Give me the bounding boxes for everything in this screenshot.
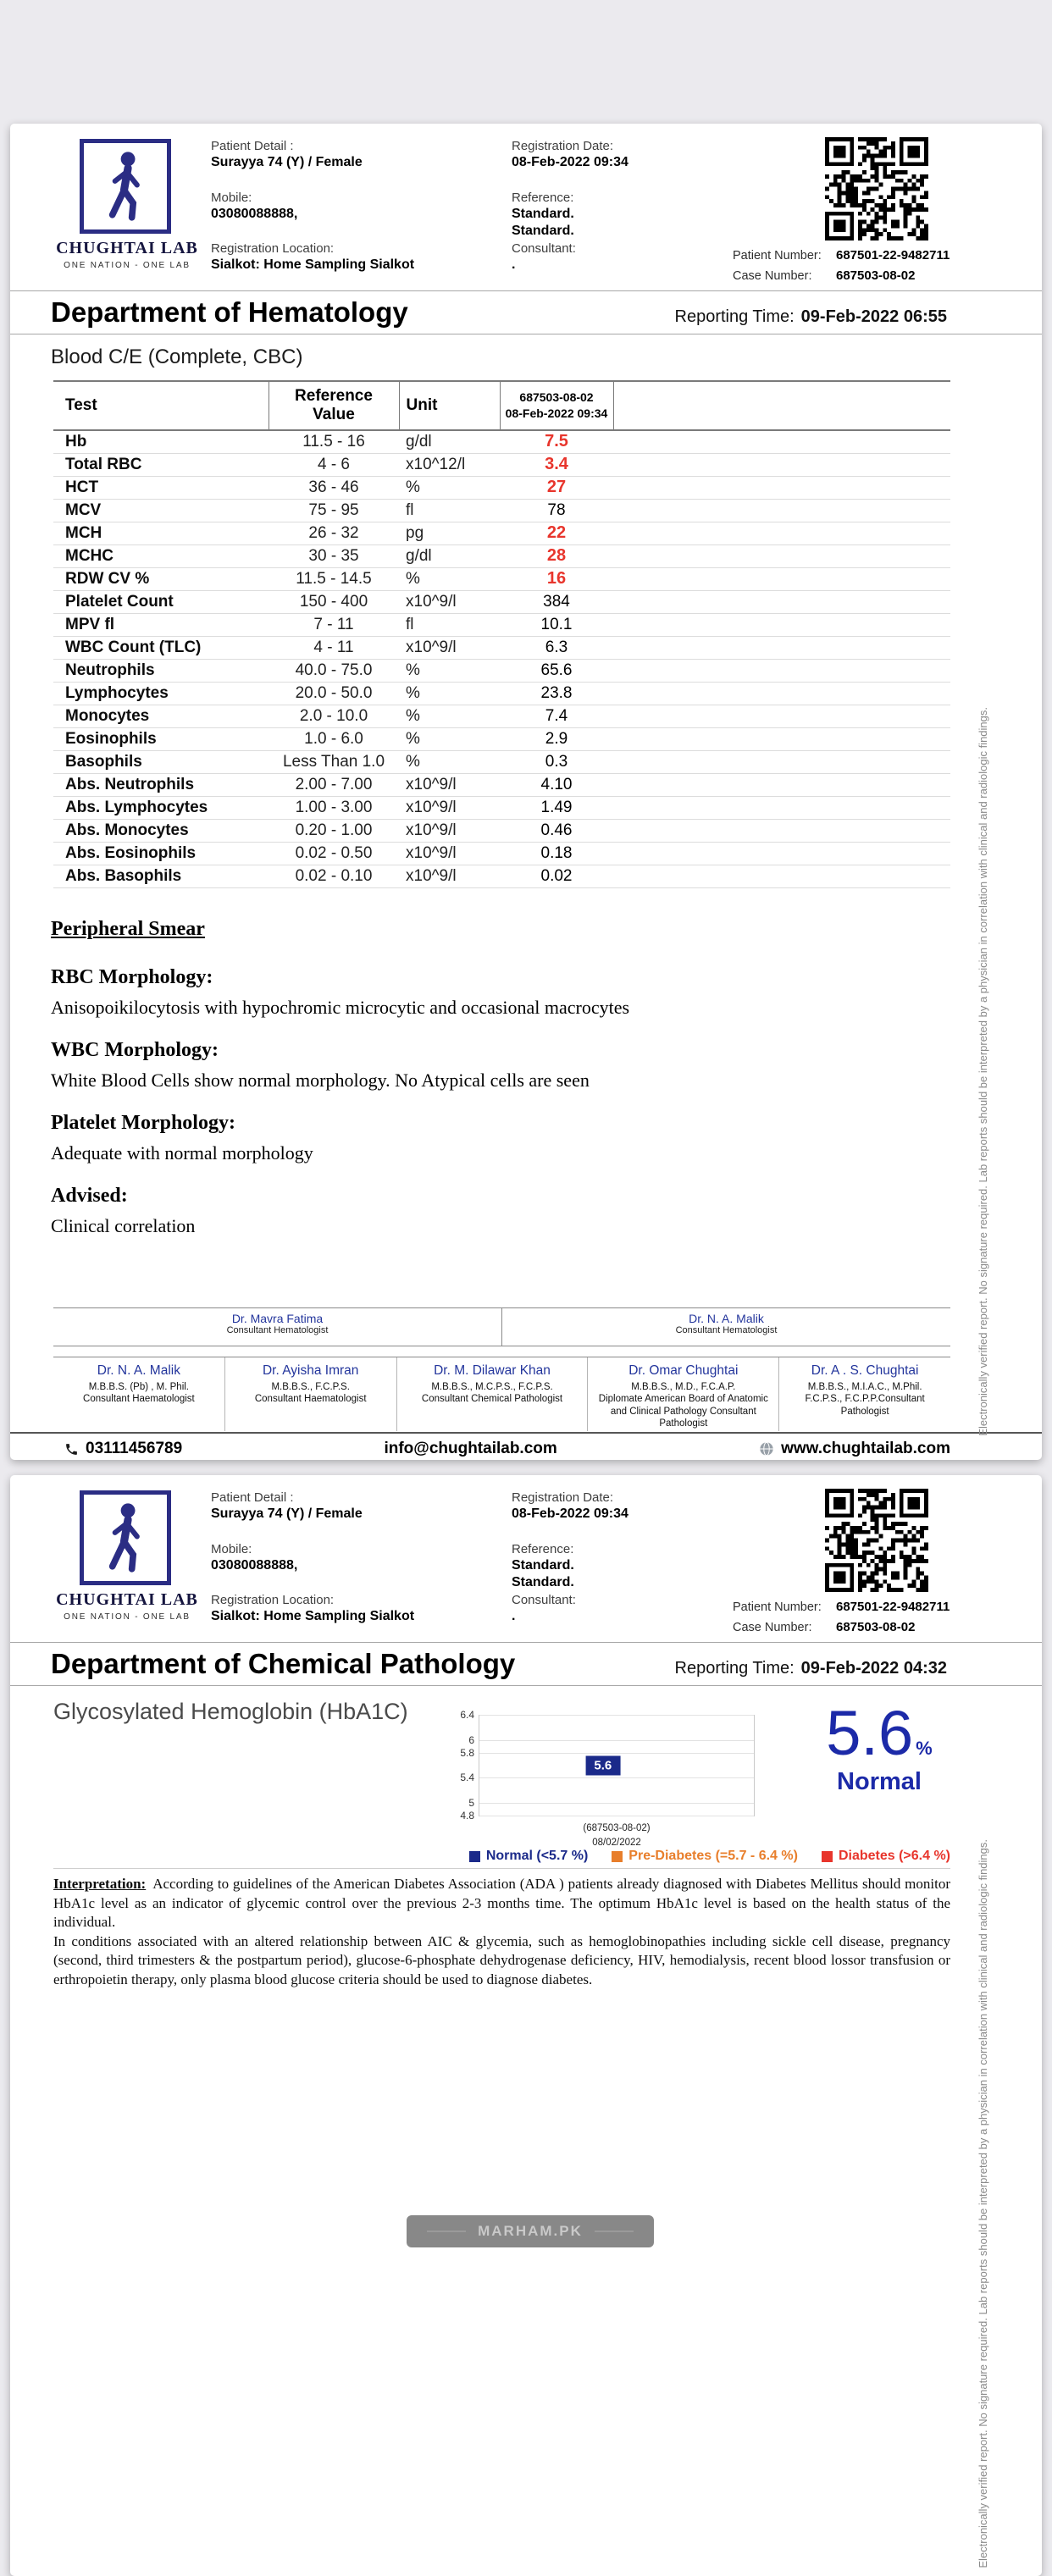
case-number: 687503-08-02 [836,1620,916,1634]
test-name: MCHC [53,544,269,567]
marham-watermark [407,2215,654,2247]
footer-email: info@chughtailab.com [384,1440,557,1457]
chemical-pathology-report-page [10,1475,1042,2576]
result-status: Normal [837,1768,922,1795]
test-name: Total RBC [53,453,269,476]
result-value: 2.9 [500,727,613,750]
page-footer [10,1432,1042,1458]
divider [10,1642,1042,1643]
empty-cell [613,453,950,476]
signatory-title: Consultant Hematologist [226,1325,329,1335]
cbc-table-row [53,476,950,499]
unit: fl [399,613,500,636]
cbc-table [53,380,950,888]
legend-item [612,1849,798,1864]
cbc-table-row [53,705,950,727]
result-value-large [789,1698,969,1768]
reference-range: 4 - 11 [269,636,399,659]
unit: x10^9/l [399,865,500,887]
col-header-result [500,381,613,430]
peripheral-smear-section [51,918,906,1258]
x-axis-case-number: (687503-08-02) [583,1823,651,1833]
reference-range: 0.02 - 0.10 [269,865,399,887]
legend-label: Diabetes (>6.4 %) [838,1849,950,1863]
cbc-table-row [53,544,950,567]
morphology-heading: RBC Morphology: [51,966,213,988]
reference-range: 26 - 32 [269,522,399,544]
reference-line1: Standard. [512,207,574,221]
doctor-title: Diplomate American Board of Anatomic and Clinical Pathology Consultant Pathologist [598,1394,768,1429]
reference-range: 11.5 - 14.5 [269,567,399,590]
y-axis-tick-label: 5.4 [460,1772,474,1784]
empty-cell [613,842,950,865]
reference-range: 11.5 - 16 [269,430,399,453]
test-name: Abs. Monocytes [53,819,269,842]
divider [10,290,1042,291]
morphology-text: Adequate with normal morphology [51,1142,313,1164]
y-axis-tick-label: 6.4 [460,1709,474,1721]
result-value: 384 [500,590,613,613]
test-name: HCT [53,476,269,499]
test-name: Eosinophils [53,727,269,750]
empty-cell [613,796,950,819]
morphology-block [51,1112,906,1164]
unit: g/dl [399,430,500,453]
result-block [789,1698,969,1796]
consultant-label: Consultant: [512,1593,576,1607]
interpretation-label: Interpretation: [53,1876,147,1892]
cbc-table-row [53,613,950,636]
reporting-time-value: 09-Feb-2022 06:55 [800,307,947,326]
signatories-row [53,1307,950,1346]
patient-name: Surayya 74 (Y) / Female [211,155,363,169]
doctor-name: Dr. Ayisha Imran [262,1363,359,1378]
hba1c-chart [460,1709,755,1821]
reference-label: Reference: [512,1542,574,1556]
divider [53,1868,950,1869]
doctor-name: Dr. A . S. Chughtai [811,1363,919,1378]
unit: % [399,659,500,682]
department-title: Department of Chemical Pathology [51,1648,516,1679]
reference-range: 1.00 - 3.00 [269,796,399,819]
cbc-table-row [53,865,950,887]
walking-man-icon [92,147,158,225]
doctor-title: Consultant Chemical Pathologist [421,1394,563,1405]
result-value: 1.49 [500,796,613,819]
reference-range: 7 - 11 [269,613,399,636]
reference-range: 1.0 - 6.0 [269,727,399,750]
cbc-table-row [53,453,950,476]
reference-range: 2.0 - 10.0 [269,705,399,727]
footer-phone-block [64,1440,182,1458]
qr-code [825,1489,928,1592]
result-value: 4.10 [500,773,613,796]
case-number: 687503-08-02 [836,268,916,283]
doctor-card [396,1357,588,1431]
reporting-time-value: 09-Feb-2022 04:32 [800,1659,947,1678]
unit: x10^9/l [399,590,500,613]
legend-item [822,1849,950,1864]
mobile-number: 03080088888, [211,1558,298,1573]
cbc-table-row [53,682,950,705]
footer-website: www.chughtailab.com [781,1440,950,1457]
cbc-table-row [53,499,950,522]
result-case-number: 687503-08-02 [519,390,594,405]
test-name: Platelet Count [53,590,269,613]
interpretation-text-1: According to guidelines of the American Diabetes Association (ADA ) patients already diagnosed with Diabetes Mellitus should monitor HbA1c level as an indicator of glycemic control over the previous 2-3 months time. The optimum HbA1c level is based on the health status of the individual. [53,1876,950,1931]
patient-number: 687501-22-9482711 [836,1600,950,1614]
cbc-table-row [53,796,950,819]
unit: % [399,476,500,499]
chart-gridline [479,1740,754,1741]
test-name: Abs. Lymphocytes [53,796,269,819]
patient-detail-label: Patient Detail : [211,1490,294,1505]
unit: g/dl [399,544,500,567]
col-header-empty [613,381,950,430]
legend-label: Normal (<5.7 %) [485,1849,589,1863]
interpretation-text-2: In conditions associated with an altered relationship between AIC & glycemia, such as hemoglobinopathies including sickle cell disease, pregnancy (second, third trimesters & the postpartum period), glucose-6-phosphate dehydrogenase deficiency, HIV, hemodialysis, recent blood lossor transfusion or erthropoietin therapy, only plasma blood glucose criteria should be used to diagnose diabetes. [53,1932,950,1988]
empty-cell [613,705,950,727]
unit: % [399,682,500,705]
signatory [53,1308,501,1346]
empty-cell [613,750,950,773]
patient-number-label: Patient Number: [733,1600,822,1614]
case-number-label: Case Number: [733,269,812,283]
morphology-heading: Advised: [51,1185,128,1207]
result-value: 0.3 [500,750,613,773]
doctor-name: Dr. Omar Chughtai [628,1363,739,1378]
cbc-table-row [53,590,950,613]
reference-range: 20.0 - 50.0 [269,682,399,705]
reporting-time-label: Reporting Time: [674,307,795,326]
y-axis-tick-label: 6 [468,1733,474,1746]
legend-swatch [612,1851,623,1862]
doctor-card [587,1357,778,1431]
morphology-heading: Platelet Morphology: [51,1112,235,1134]
y-axis-tick-label: 4.8 [460,1810,474,1821]
result-value: 16 [500,567,613,590]
consultant-label: Consultant: [512,241,576,256]
x-axis-label [479,1821,755,1849]
watermark-text: MARHAM.PK [478,2223,583,2239]
signatory-name: Dr. N. A. Malik [689,1312,764,1325]
interpretation [53,1875,950,1990]
result-value: 6.3 [500,636,613,659]
patient-detail-label: Patient Detail : [211,139,294,153]
legend-item [469,1849,588,1864]
result-date: 08-Feb-2022 09:34 [505,406,608,420]
result-value: 28 [500,544,613,567]
x-axis-date: 08/02/2022 [592,1837,641,1848]
footer-website-block [759,1440,950,1458]
col-header-reference: Reference Value [269,381,399,430]
unit: % [399,750,500,773]
test-name: WBC Count (TLC) [53,636,269,659]
patient-name: Surayya 74 (Y) / Female [211,1506,363,1521]
empty-cell [613,522,950,544]
reference-line2: Standard. [512,1575,574,1589]
y-axis-tick-label: 5 [468,1797,474,1810]
registration-location: Sialkot: Home Sampling Sialkot [211,257,415,272]
morphology-block [51,1185,906,1237]
reference-range: 2.00 - 7.00 [269,773,399,796]
doctor-qualifications: M.B.B.S., M.I.A.C., M.Phil. [807,1382,922,1392]
result-value: 10.1 [500,613,613,636]
empty-cell [613,476,950,499]
morphology-block [51,1039,906,1092]
doctor-card [53,1357,224,1431]
cbc-table-row [53,727,950,750]
y-axis-tick-label: 5.8 [460,1746,474,1759]
reference-range: 30 - 35 [269,544,399,567]
empty-cell [613,567,950,590]
chart-gridline [479,1753,754,1754]
doctor-name: Dr. M. Dilawar Khan [434,1363,551,1378]
cbc-table-row [53,750,950,773]
result-value: 7.4 [500,705,613,727]
morphology-text: White Blood Cells show normal morphology. No Atypical cells are seen [51,1070,590,1091]
empty-cell [613,590,950,613]
unit: % [399,567,500,590]
reference-range: 36 - 46 [269,476,399,499]
signatory [501,1308,950,1346]
doctor-title: Consultant Haematologist [254,1394,367,1405]
signatory-name: Dr. Mavra Fatima [231,1312,324,1325]
unit: x10^9/l [399,842,500,865]
mobile-label: Mobile: [211,191,252,205]
result-number: 5.6 [826,1698,914,1768]
consultant: . [512,1609,516,1623]
doctor-qualifications: M.B.B.S., M.C.P.S., F.C.P.S. [431,1382,553,1392]
cbc-table-row [53,842,950,865]
col-header-unit: Unit [399,381,500,430]
registration-date-label: Registration Date: [512,1490,614,1505]
lab-name: CHUGHTAI LAB [56,1590,198,1609]
morphology-block [51,966,906,1019]
chart-gridline [479,1777,754,1778]
unit: x10^9/l [399,819,500,842]
empty-cell [613,819,950,842]
registration-date: 08-Feb-2022 09:34 [512,155,628,169]
result-value: 65.6 [500,659,613,682]
cbc-table-row [53,567,950,590]
watermark-line [595,2231,634,2232]
reference-label: Reference: [512,191,574,205]
reporting-time-label: Reporting Time: [674,1659,795,1678]
result-value: 0.02 [500,865,613,887]
test-panel-title: Glycosylated Hemoglobin (HbA1C) [53,1699,408,1724]
chart-gridline [479,1715,754,1716]
chart-gridline [479,1803,754,1804]
chart-legend [469,1849,950,1864]
registration-date-label: Registration Date: [512,139,614,153]
test-name: Hb [53,430,269,453]
unit: x10^9/l [399,773,500,796]
result-unit: % [916,1738,933,1759]
unit: % [399,727,500,750]
mobile-number: 03080088888, [211,207,298,221]
patient-number: 687501-22-9482711 [836,248,950,263]
reference-range: Less Than 1.0 [269,750,399,773]
legend-label: Pre-Diabetes (=5.7 - 6.4 %) [628,1849,798,1863]
doctor-qualifications: M.B.B.S. (Pb) , M. Phil. [88,1382,189,1392]
empty-cell [613,865,950,887]
reference-range: 40.0 - 75.0 [269,659,399,682]
doctor-title: Consultant Haematologist [83,1394,195,1405]
test-name: Abs. Eosinophils [53,842,269,865]
empty-cell [613,727,950,750]
result-value: 22 [500,522,613,544]
cbc-table-row [53,522,950,544]
test-name: Neutrophils [53,659,269,682]
peripheral-smear-title: Peripheral Smear [51,918,205,940]
result-value: 0.18 [500,842,613,865]
legend-swatch [822,1851,833,1862]
reference-range: 0.02 - 0.50 [269,842,399,865]
test-name: Basophils [53,750,269,773]
result-value: 7.5 [500,430,613,453]
divider [10,1685,1042,1686]
unit: fl [399,499,500,522]
cbc-table-row [53,636,950,659]
signatory-title: Consultant Hematologist [675,1325,778,1335]
electronic-verification-note: Electronically verified report. No signature required. Lab reports should be interpreted by a physician in correlation with clinical and radiologic findings. [977,707,989,1436]
patient-number-label: Patient Number: [733,249,822,263]
test-name: Monocytes [53,705,269,727]
morphology-text: Anisopoikilocytosis with hypochromic microcytic and occasional macrocytes [51,997,630,1018]
unit: % [399,705,500,727]
doctors-panel [53,1357,950,1431]
reporting-time [675,1659,948,1678]
empty-cell [613,659,950,682]
lab-logo [80,1490,171,1585]
globe-icon [759,1441,774,1457]
morphology-text: Clinical correlation [51,1215,196,1236]
test-name: MCH [53,522,269,544]
cbc-table-row [53,819,950,842]
result-value: 27 [500,476,613,499]
doctor-card [778,1357,950,1431]
doctor-card [224,1357,396,1431]
registration-location: Sialkot: Home Sampling Sialkot [211,1609,415,1623]
lab-logo [80,139,171,234]
lab-tagline: ONE NATION - ONE LAB [64,261,191,270]
test-name: Abs. Basophils [53,865,269,887]
doctor-name: Dr. N. A. Malik [97,1363,180,1378]
chart-point-value: 5.6 [585,1755,620,1775]
result-value: 0.46 [500,819,613,842]
empty-cell [613,773,950,796]
result-value: 78 [500,499,613,522]
reference-line2: Standard. [512,224,574,238]
reference-range: 4 - 6 [269,453,399,476]
mobile-label: Mobile: [211,1542,252,1556]
case-number-label: Case Number: [733,1621,812,1634]
watermark-line [427,2231,466,2232]
test-name: Lymphocytes [53,682,269,705]
cbc-table-row [53,659,950,682]
registration-location-label: Registration Location: [211,241,335,256]
empty-cell [613,544,950,567]
doctor-qualifications: M.B.B.S., F.C.P.S. [271,1382,350,1392]
empty-cell [613,499,950,522]
empty-cell [613,682,950,705]
cbc-table-row [53,773,950,796]
empty-cell [613,613,950,636]
doctor-qualifications: M.B.B.S., M.D., F.C.A.P. [631,1382,736,1392]
lab-name: CHUGHTAI LAB [56,239,198,257]
hematology-report-page [10,124,1042,1460]
registration-date: 08-Feb-2022 09:34 [512,1506,628,1521]
registration-location-label: Registration Location: [211,1593,335,1607]
test-panel-title: Blood C/E (Complete, CBC) [51,345,303,368]
unit: x10^9/l [399,636,500,659]
department-title: Department of Hematology [51,296,408,328]
cbc-table-row [53,430,950,453]
reference-range: 75 - 95 [269,499,399,522]
walking-man-icon [92,1499,158,1577]
test-name: RDW CV % [53,567,269,590]
col-header-test: Test [53,381,269,430]
empty-cell [613,636,950,659]
unit: x10^9/l [399,796,500,819]
electronic-verification-note: Electronically verified report. No signature required. Lab reports should be interpreted by a physician in correlation with clinical and radiologic findings. [977,1839,989,2568]
unit: x10^12/l [399,453,500,476]
morphology-heading: WBC Morphology: [51,1039,219,1061]
footer-email-block [384,1440,556,1458]
result-value: 23.8 [500,682,613,705]
empty-cell [613,430,950,453]
phone-icon [64,1442,79,1457]
cbc-header-row [53,381,950,430]
result-value: 3.4 [500,453,613,476]
footer-phone: 03111456789 [86,1440,183,1457]
legend-swatch [469,1851,480,1862]
doctor-title: F.C.P.S., F.C.P.P.Consultant Pathologist [805,1394,925,1417]
qr-code [825,137,928,240]
reference-range: 150 - 400 [269,590,399,613]
lab-tagline: ONE NATION - ONE LAB [64,1612,191,1622]
reference-line1: Standard. [512,1558,574,1573]
reference-range: 0.20 - 1.00 [269,819,399,842]
consultant: . [512,257,516,272]
reporting-time [675,307,948,327]
test-name: MCV [53,499,269,522]
test-name: Abs. Neutrophils [53,773,269,796]
test-name: MPV fl [53,613,269,636]
unit: pg [399,522,500,544]
